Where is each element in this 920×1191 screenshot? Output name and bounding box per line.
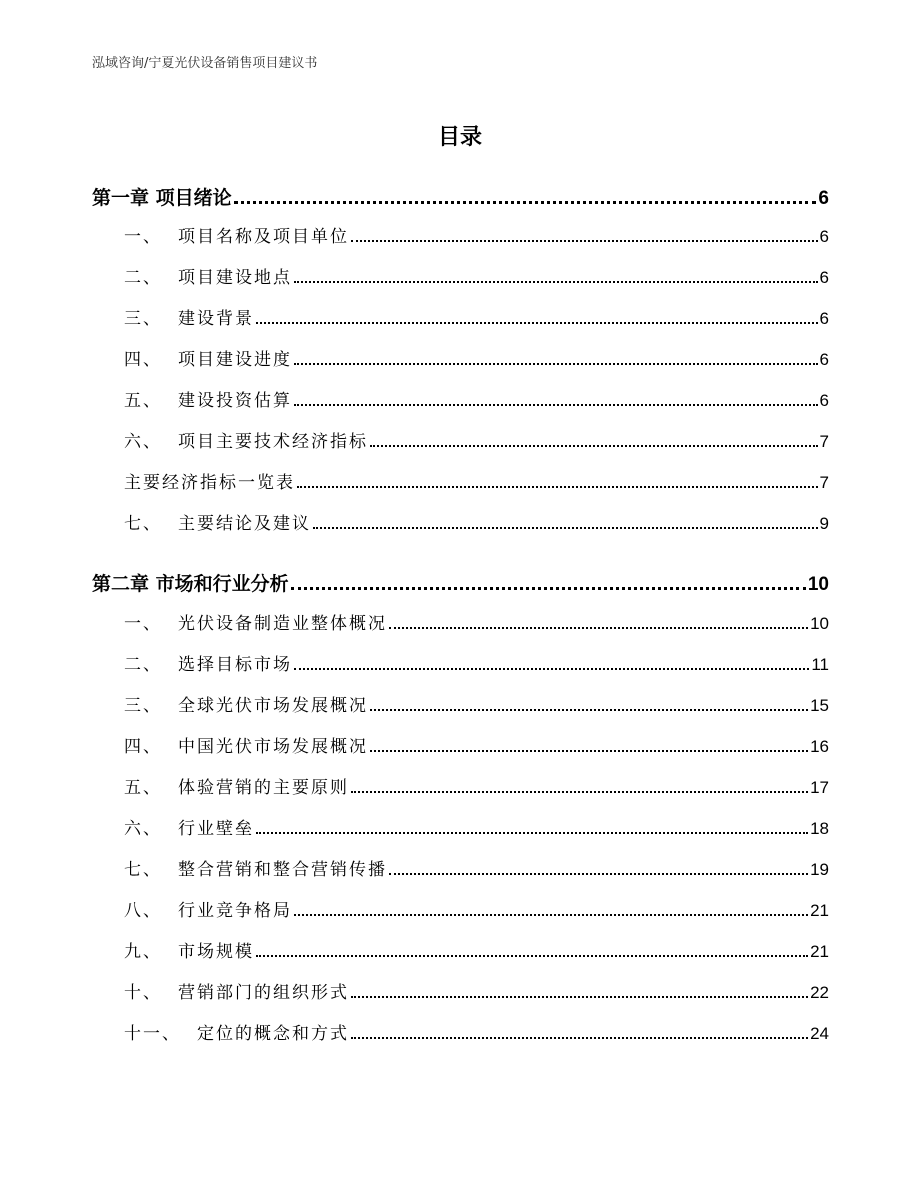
toc-entry-text: 主要经济指标一览表 <box>124 473 295 493</box>
toc-entry-number: 一、 <box>124 614 162 634</box>
toc-entry-number: 七、 <box>124 514 162 534</box>
toc-entry-text: 项目主要技术经济指标 <box>178 432 368 452</box>
toc-entry-label <box>124 691 368 716</box>
toc-entry-number: 七、 <box>124 860 162 880</box>
toc-entry-text: 全球光伏市场发展概况 <box>178 696 368 716</box>
toc-entry-text: 项目建设进度 <box>178 350 292 370</box>
toc-page-number: 9 <box>819 514 829 533</box>
toc-entry-label <box>124 609 387 634</box>
toc-page-number: 6 <box>819 350 829 369</box>
toc-entry-text: 项目名称及项目单位 <box>178 227 349 247</box>
dot-leader <box>297 485 818 488</box>
toc-chapter-entry[interactable] <box>92 180 829 210</box>
toc-section-entry[interactable] <box>124 854 829 880</box>
toc-entry-text: 行业壁垒 <box>178 819 254 839</box>
toc-section-entry[interactable] <box>124 690 829 716</box>
toc-page-number: 7 <box>819 473 829 492</box>
toc-chapter-entry[interactable] <box>92 566 829 596</box>
toc-section-entry[interactable] <box>124 936 829 962</box>
toc-section-entry[interactable] <box>124 977 829 1003</box>
toc-entry-number: 五、 <box>124 778 162 798</box>
toc-entry-label <box>124 855 387 880</box>
toc-entry-label <box>124 386 292 411</box>
toc-entry-label <box>124 304 254 329</box>
running-header: 泓域咨询/宁夏光伏设备销售项目建议书 <box>92 56 318 71</box>
toc-entry-label <box>124 222 349 247</box>
toc-entry-label <box>124 468 295 493</box>
toc-section-entry[interactable] <box>124 813 829 839</box>
toc-entry-number: 三、 <box>124 696 162 716</box>
toc-entry-number: 九、 <box>124 942 162 962</box>
toc-page-number: 6 <box>819 309 829 328</box>
dot-leader <box>294 362 818 365</box>
dot-leader <box>294 667 809 670</box>
toc-entry-number: 十一、 <box>124 1024 181 1044</box>
toc-section-entry[interactable] <box>124 262 829 288</box>
toc-page-number: 22 <box>810 983 829 1002</box>
toc-entry-number: 一、 <box>124 227 162 247</box>
toc-page-number: 24 <box>810 1024 829 1043</box>
toc-section-entry[interactable] <box>124 467 829 493</box>
toc-entry-number: 五、 <box>124 391 162 411</box>
toc-entry-text: 光伏设备制造业整体概况 <box>178 614 387 634</box>
toc-page-number: 6 <box>818 188 829 209</box>
dot-leader <box>370 444 818 447</box>
toc-entry-label <box>124 345 292 370</box>
toc-section-entry[interactable] <box>124 1018 829 1044</box>
dot-leader <box>370 749 808 752</box>
toc-entry-label <box>124 509 311 534</box>
toc-page-number: 6 <box>819 227 829 246</box>
toc-section-entry[interactable] <box>124 731 829 757</box>
toc-entry-label <box>124 814 254 839</box>
dot-leader <box>256 321 818 324</box>
toc-entry-number: 十、 <box>124 983 162 1003</box>
toc-entry-text: 整合营销和整合营销传播 <box>178 860 387 880</box>
toc-entry-label <box>92 183 232 210</box>
toc-section-entry[interactable] <box>124 344 829 370</box>
toc-entry-text: 主要结论及建议 <box>178 514 311 534</box>
toc-entry-label <box>124 896 292 921</box>
toc-section-entry[interactable] <box>124 426 829 452</box>
toc-entry-number: 四、 <box>124 737 162 757</box>
dot-leader <box>351 239 818 242</box>
toc-page-number: 15 <box>810 696 829 715</box>
toc-section-entry[interactable] <box>124 221 829 247</box>
toc-page-number: 6 <box>819 391 829 410</box>
toc-entry-number: 六、 <box>124 432 162 452</box>
dot-leader <box>294 913 808 916</box>
toc-page-number: 11 <box>811 655 829 674</box>
toc-page-number: 21 <box>810 942 829 961</box>
toc-section-entry[interactable] <box>124 772 829 798</box>
toc-entry-text: 行业竞争格局 <box>178 901 292 921</box>
dot-leader <box>351 995 808 998</box>
toc-entry-text: 体验营销的主要原则 <box>178 778 349 798</box>
toc-page-number: 18 <box>810 819 829 838</box>
toc-entry-label <box>124 263 292 288</box>
toc-entry-number: 二、 <box>124 268 162 288</box>
toc-entry-label <box>124 937 254 962</box>
dot-leader <box>256 954 808 957</box>
toc-page-number: 21 <box>810 901 829 920</box>
toc-entry-label <box>124 650 292 675</box>
toc-page-number: 17 <box>810 778 829 797</box>
toc-entry-text: 第一章 项目绪论 <box>92 187 232 209</box>
toc-entry-text: 建设背景 <box>178 309 254 329</box>
toc-page-number: 7 <box>819 432 829 451</box>
dot-leader <box>291 586 806 590</box>
toc-section-entry[interactable] <box>124 508 829 534</box>
toc-entry-label <box>124 1019 349 1044</box>
toc-page-number: 16 <box>810 737 829 756</box>
toc-entry-label <box>124 732 368 757</box>
toc-section-entry[interactable] <box>124 649 829 675</box>
dot-leader <box>313 526 818 529</box>
toc-entry-text: 营销部门的组织形式 <box>178 983 349 1003</box>
toc-entry-text: 定位的概念和方式 <box>197 1024 349 1044</box>
toc-entry-label <box>124 978 349 1003</box>
dot-leader <box>256 831 808 834</box>
toc-entry-number: 八、 <box>124 901 162 921</box>
toc-entry-label <box>124 427 368 452</box>
dot-leader <box>294 403 818 406</box>
toc-entry-text: 建设投资估算 <box>178 391 292 411</box>
dot-leader <box>234 200 817 204</box>
dot-leader <box>389 626 808 629</box>
toc-entry-text: 中国光伏市场发展概况 <box>178 737 368 757</box>
toc-entry-number: 三、 <box>124 309 162 329</box>
dot-leader <box>351 790 808 793</box>
toc-entry-label <box>92 569 289 596</box>
toc-entry-label <box>124 773 349 798</box>
toc-title: 目录 <box>437 125 482 150</box>
toc-entry-text: 第二章 市场和行业分析 <box>92 573 289 595</box>
toc-entry-text: 项目建设地点 <box>178 268 292 288</box>
toc-section-entry[interactable] <box>124 608 829 634</box>
dot-leader <box>389 872 808 875</box>
toc-entry-text: 市场规模 <box>178 942 254 962</box>
toc-entry-number: 四、 <box>124 350 162 370</box>
toc-page-number: 10 <box>807 574 829 595</box>
toc-section-entry[interactable] <box>124 895 829 921</box>
toc-page-number: 6 <box>819 268 829 287</box>
dot-leader <box>370 708 808 711</box>
toc-entry-number: 二、 <box>124 655 162 675</box>
toc-section-entry[interactable] <box>124 303 829 329</box>
toc-page-number: 19 <box>810 860 829 879</box>
dot-leader <box>294 280 818 283</box>
toc-entry-text: 选择目标市场 <box>178 655 292 675</box>
toc-page-number: 10 <box>810 614 829 633</box>
toc-entry-number: 六、 <box>124 819 162 839</box>
dot-leader <box>351 1036 808 1039</box>
toc-section-entry[interactable] <box>124 385 829 411</box>
